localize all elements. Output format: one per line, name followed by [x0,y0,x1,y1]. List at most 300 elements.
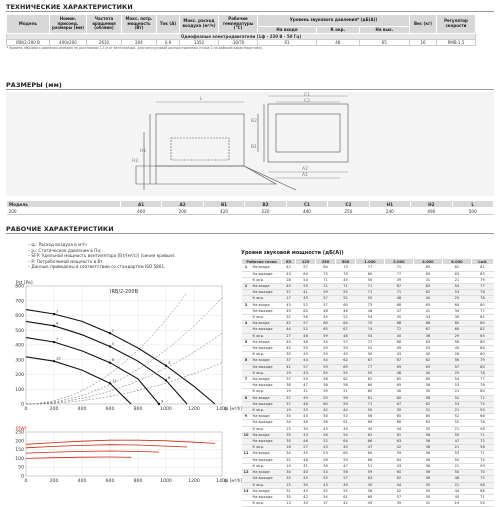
dim-label: A2 [302,167,308,172]
sound-cell: 53 [336,414,356,420]
sound-cell: 58 [316,457,336,463]
sound-cell: 47 [296,383,316,389]
sound-cell: 70 [471,470,493,476]
sound-cell: 63 [413,284,442,290]
sound-cell: 71 [355,290,384,296]
sound-cell: 60 [442,327,471,333]
sound-cell: 52 [296,302,316,308]
sound-cell: 55 [316,315,336,321]
sound-header: 250 [316,259,336,265]
sound-cell: 62 [413,401,442,407]
dims-cell: 420 [203,208,244,215]
sound-condition: К окр. [251,501,282,507]
spec-subheader: К окр. [317,27,360,34]
sound-cell: 77 [471,284,493,290]
dimension-drawing [6,92,494,196]
sound-cell: 41 [296,290,316,296]
sound-point: 7 [242,377,251,383]
dims-cell: 440 [286,208,327,215]
sound-cell: 58 [471,426,493,432]
sound-cell: 66 [384,420,413,426]
sound-cell: 70 [316,271,336,277]
sound-cell: 71 [471,451,493,457]
sound-cell: 80 [355,271,384,277]
sound-point: 9 [242,414,251,420]
sound-cell: 35 [282,414,296,420]
sound-condition: На выходе [251,308,282,314]
sound-cell: 67 [384,284,413,290]
sound-cell: 56 [413,476,442,482]
sound-cell: 44 [336,408,356,414]
sound-cell: 55 [355,296,384,302]
sound-point: 11 [243,451,249,456]
sound-cell: 59 [316,333,336,339]
sound-condition: К окр. [251,389,282,395]
sound-cell: 19 [282,370,296,376]
sound-cell: 45 [442,346,471,352]
sound-point: 1 [242,265,251,271]
perf-title: РАБОЧИЕ ХАРАКТЕРИСТИКИ [6,225,114,233]
sound-cell: 61 [336,420,356,426]
sound-cell: 59 [384,451,413,457]
sound-cell: 65 [384,414,413,420]
spec-subheader: На вых. [359,27,409,34]
sound-condition: На входе [251,339,282,345]
dims-cell: 250 [328,208,369,215]
sound-cell: 64 [384,457,413,463]
legend-list [28,242,176,270]
sound-cell: 56 [316,420,336,426]
sound-cell: 56 [316,432,336,438]
divider [6,233,494,234]
sound-cell: 39 [316,463,336,469]
sound-header: LwA [471,259,493,265]
sound-cell: 80 [471,302,493,308]
sound-cell: 62 [384,476,413,482]
sound-condition: К окр. [251,445,282,451]
sound-cell: 43 [282,302,296,308]
sound-point: 3 [242,302,251,308]
sound-cell: 50 [442,432,471,438]
sound-cell: 57 [296,265,316,271]
operating-point-label: 11 [112,378,117,383]
spec-cell: 1350 [180,40,219,46]
sound-cell: 43 [316,426,336,432]
sound-cell: 31 [296,463,316,469]
sound-cell: 46 [336,308,356,314]
sound-cell: 72 [355,339,384,345]
sound-cell: 48 [442,476,471,482]
sound-header: 4.000 [413,259,442,265]
sound-condition: На выходе [251,290,282,296]
y-tick-label: 50 [18,465,24,471]
sound-cell: 54 [316,339,336,345]
sound-cell: 58 [471,482,493,488]
sound-cell: 31 [282,488,296,494]
sound-cell: 45 [384,315,413,321]
sound-cell: 35 [413,426,442,432]
dims-cell: 220 [245,208,286,215]
sound-condition: На выходе [251,401,282,407]
operating-point-label: 9 [161,399,164,404]
sound-cell: 67 [336,327,356,333]
spec-table [6,14,476,51]
sound-cell: 71 [384,265,413,271]
y-tick-label: 600 [15,314,24,319]
sound-header: Рабочая точка [242,259,282,265]
specs-title: ТЕХНИЧЕСКИЕ ХАРАКТЕРИСТИКИ [6,3,133,11]
sound-cell: 60 [355,389,384,395]
dims-header: C1 [286,201,327,208]
sound-cell: 56 [336,470,356,476]
sound-condition: На входе [251,451,282,457]
sound-cell: 40 [384,389,413,395]
sound-cell: 77 [471,308,493,314]
sound-cell: 57 [296,321,316,327]
dim-label: C2 [304,99,311,104]
sound-cell: 34 [282,420,296,426]
sound-cell: 50 [355,408,384,414]
sound-condition: К окр. [251,352,282,358]
sound-point [242,501,251,507]
sound-cell: 48 [296,457,316,463]
sound-cell: 58 [316,377,336,383]
sound-condition: На выходе [251,327,282,333]
dim-label: B1 [251,145,257,150]
sound-cell: 55 [296,284,316,290]
dims-table [6,200,494,215]
sound-cell: 43 [316,482,336,488]
sound-cell: 60 [471,352,493,358]
sound-cell: 58 [316,383,336,389]
sound-cell: 72 [471,476,493,482]
divider [6,89,494,90]
sound-cell: 60 [384,395,413,401]
spec-cell: 0,9 [157,40,180,46]
sound-condition: К окр. [251,277,282,283]
sound-cell: 65 [384,377,413,383]
sound-cell: 35 [413,482,442,488]
sound-cell: 44 [296,358,316,364]
sound-cell: 53 [316,470,336,476]
dim-label: A1 [302,173,308,178]
sound-cell: 58 [336,383,356,389]
sound-cell: 30 [442,315,471,321]
sound-cell: 77 [355,265,384,271]
sound-row [242,501,494,507]
sound-cell: 61 [471,315,493,321]
sound-cell: 78 [471,296,493,302]
sound-cell: 59 [336,457,356,463]
legend-item: – P: Потребляемой мощность в Вт. [28,258,105,264]
legend-item: – Данные приведены в соответствии со стандартом ISO 5801. [28,264,166,270]
sound-cell: 45 [355,482,384,488]
sound-title: Уровни звуковой мощности (дБ(А)) [241,250,344,256]
sound-header: 2.000 [384,259,413,265]
sound-cell: 45 [442,494,471,500]
sound-cell: 58 [316,414,336,420]
sound-point: 4 [242,321,251,327]
sound-cell: 35 [282,432,296,438]
sound-cell: 62 [442,265,471,271]
spec-footnote: * Уровень звукового давления измерен на расстоянии 1,5 м от вентилятора, для пяти условий распространения (точка 2 на рабочей характеристике). [6,46,263,50]
sound-cell: 60 [355,451,384,457]
dim-label: B2 [251,119,257,124]
sound-cell: 30 [296,482,316,488]
sound-cell: 36 [413,445,442,451]
sound-cell: 64 [336,439,356,445]
sound-cell: 42 [282,265,296,271]
sound-cell: 51 [336,389,356,395]
sound-cell: 52 [442,395,471,401]
x-tick-label: 1400 [216,407,228,412]
sound-cell: 21 [442,426,471,432]
spec-header: Вес (кг) [410,15,437,34]
operating-point [109,332,111,334]
operating-point-label: 3 [168,361,171,366]
operating-point [109,345,111,347]
sound-cell: 70 [355,321,384,327]
sound-condition: На выходе [251,476,282,482]
operating-point [53,325,55,327]
sound-cell: 78 [471,370,493,376]
sound-cell: 78 [336,271,356,277]
sound-cell: 59 [336,346,356,352]
sound-cell: 66 [355,439,384,445]
sound-cell: 60 [442,321,471,327]
sound-cell: 54 [355,333,384,339]
sound-cell: 44 [384,426,413,432]
sound-cell: 55 [316,395,336,401]
y-tick-label: 400 [15,343,24,349]
sound-point: 12 [243,470,249,475]
sound-cell: 57 [316,302,336,308]
sound-cell: 60 [296,308,316,314]
sound-cell: 60 [316,401,336,407]
sound-condition: К окр. [251,408,282,414]
sound-cell: 57 [316,296,336,302]
sound-cell: 67 [355,358,384,364]
operating-point-label: 8 [112,358,115,363]
dims-cell: 500 [452,208,493,215]
sound-cell: 43 [384,352,413,358]
sound-cell: 43 [384,463,413,469]
sound-cell: 31 [413,277,442,283]
sound-cell: 73 [355,302,384,308]
dims-header: A2 [162,201,203,208]
divider [6,11,494,12]
sound-condition: На входе [251,284,282,290]
sound-cell: 52 [336,296,356,302]
sound-cell: 54 [316,494,336,500]
sound-cell: 55 [316,370,336,376]
operating-point [53,313,55,315]
sound-cell: 60 [413,377,442,383]
operating-point [53,360,55,362]
sound-cell: 34 [282,451,296,457]
dims-cell: 200 [7,208,121,215]
sound-cell: 19 [282,389,296,395]
sound-cell: 40 [336,445,356,451]
dims-header: H1 [369,201,410,208]
sound-cell: 56 [413,457,442,463]
sound-cell: 39 [384,408,413,414]
dims-title: РАЗМЕРЫ (мм) [6,81,62,89]
sound-cell: 35 [282,352,296,358]
x-tick-label: 800 [133,407,143,412]
sound-cell: 43 [282,271,296,277]
sound-cell: 44 [282,327,296,333]
sound-condition: На выходе [251,346,282,352]
sound-cell: 37 [282,358,296,364]
sound-cell: 15 [282,426,296,432]
sound-cell: 56 [413,470,442,476]
sound-cell: 59 [316,346,336,352]
sound-cell: 21 [442,389,471,395]
sound-cell: 43 [413,315,442,321]
dim-label: H1 [140,149,147,154]
sound-cell: 48 [296,339,316,345]
sound-cell: 58 [355,488,384,494]
sound-cell: 67 [384,401,413,407]
spec-cell: 400х200 [50,40,87,46]
sound-cell: 45 [336,277,356,283]
operating-point [109,382,111,384]
sound-cell: 60 [384,470,413,476]
sound-cell: 44 [384,482,413,488]
sound-cell: 19 [282,408,296,414]
sound-cell: 61 [355,395,384,401]
sound-cell: 63 [413,339,442,345]
sound-cell: 57 [384,494,413,500]
sound-cell: 49 [336,426,356,432]
sound-header: 8.000 [442,259,471,265]
sound-cell: 48 [316,308,336,314]
sound-cell: 41 [413,308,442,314]
y-axis-label: P[W] [16,427,27,432]
x-tick-label: 800 [133,479,143,484]
sound-cell: 50 [355,277,384,283]
sound-cell: 85 [471,271,493,277]
y-tick-label: 200 [15,373,24,378]
sound-cell: 63 [413,420,442,426]
sound-cell: 37 [282,290,296,296]
sound-cell: 71 [316,284,336,290]
sound-cell: 46 [296,420,316,426]
chart-title: IRB/2-200B [109,289,139,295]
dims-header: L [452,201,493,208]
sound-cell: 58 [413,383,442,389]
sound-cell: 30 [296,501,316,507]
sound-cell: 54 [442,284,471,290]
spec-cell: 65 [359,40,409,46]
sound-cell: 78 [471,290,493,296]
sound-cell: 45 [296,352,316,358]
spec-cell: 48 [317,40,360,46]
sound-cell: 69 [384,364,413,370]
spec-header: Макс. потр. мощность (Вт) [122,15,157,34]
operating-point-label: 7 [56,337,59,342]
sound-cell: 53 [442,451,471,457]
sound-cell: 29 [442,333,471,339]
sound-cell: 43 [296,432,316,438]
sound-cell: 16 [282,445,296,451]
sound-cell: 40 [296,470,316,476]
x-axis-label: qᵥ [м³/h] [224,478,242,483]
sound-cell: 19 [282,463,296,469]
sound-cell: 65 [413,265,442,271]
sound-cell: 52 [384,488,413,494]
spec-cell: RMB-1,5 [437,40,476,46]
sound-point: 6 [242,358,251,364]
sound-cell: 38 [282,383,296,389]
sound-cell: 59 [336,395,356,401]
sound-cell: 59 [471,463,493,469]
sound-cell: 59 [316,290,336,296]
sound-cell: 55 [336,290,356,296]
sound-cell: 21 [442,463,471,469]
spec-cell: 16 [410,40,437,46]
sound-cell: 58 [413,395,442,401]
sound-cell: 55 [316,476,336,482]
spec-cell: 204 [122,40,157,46]
sound-cell: 51 [355,463,384,469]
sound-cell: 47 [355,445,384,451]
sound-cell: 21 [442,482,471,488]
sound-cell: 66 [413,321,442,327]
sound-cell: 49 [336,482,356,488]
sound-cell: 37 [282,377,296,383]
sound-cell: 37 [282,401,296,407]
sound-cell: 50 [413,488,442,494]
dims-header: Модель [7,201,121,208]
x-tick-label: 0 [24,479,28,484]
sound-cell: 69 [336,364,356,370]
dims-cell: 400 [120,208,161,215]
sound-cell: 45 [296,451,316,457]
y-tick-label: 100 [15,387,24,393]
sound-cell: 60 [355,383,384,389]
sound-cell: 42 [296,494,316,500]
sound-cell: 34 [282,470,296,476]
sound-cell: 71 [355,401,384,407]
sound-cell: 42 [282,321,296,327]
sound-cell: 60 [336,302,356,308]
sound-cell: 42 [316,408,336,414]
sound-condition: На входе [251,321,282,327]
sound-cell: 46 [296,333,316,339]
sound-cell: 25 [442,296,471,302]
sound-cell: 65 [384,383,413,389]
sound-cell: 80 [471,321,493,327]
sound-cell: 30 [296,426,316,432]
sound-table [241,258,494,507]
dims-header: B2 [245,201,286,208]
sound-cell: 73 [336,265,356,271]
dim-label: L [200,97,203,102]
dims-header: B1 [203,201,244,208]
sound-cell: 59 [316,364,336,370]
sound-cell: 62 [336,377,356,383]
sound-cell: 54 [442,377,471,383]
sound-cell: 53 [442,383,471,389]
sound-cell: 62 [413,358,442,364]
sound-header: 1.000 [355,259,384,265]
dims-cell: 200 [162,208,203,215]
sound-cell: 69 [355,420,384,426]
sound-cell: 66 [471,414,493,420]
sound-cell: 62 [413,290,442,296]
